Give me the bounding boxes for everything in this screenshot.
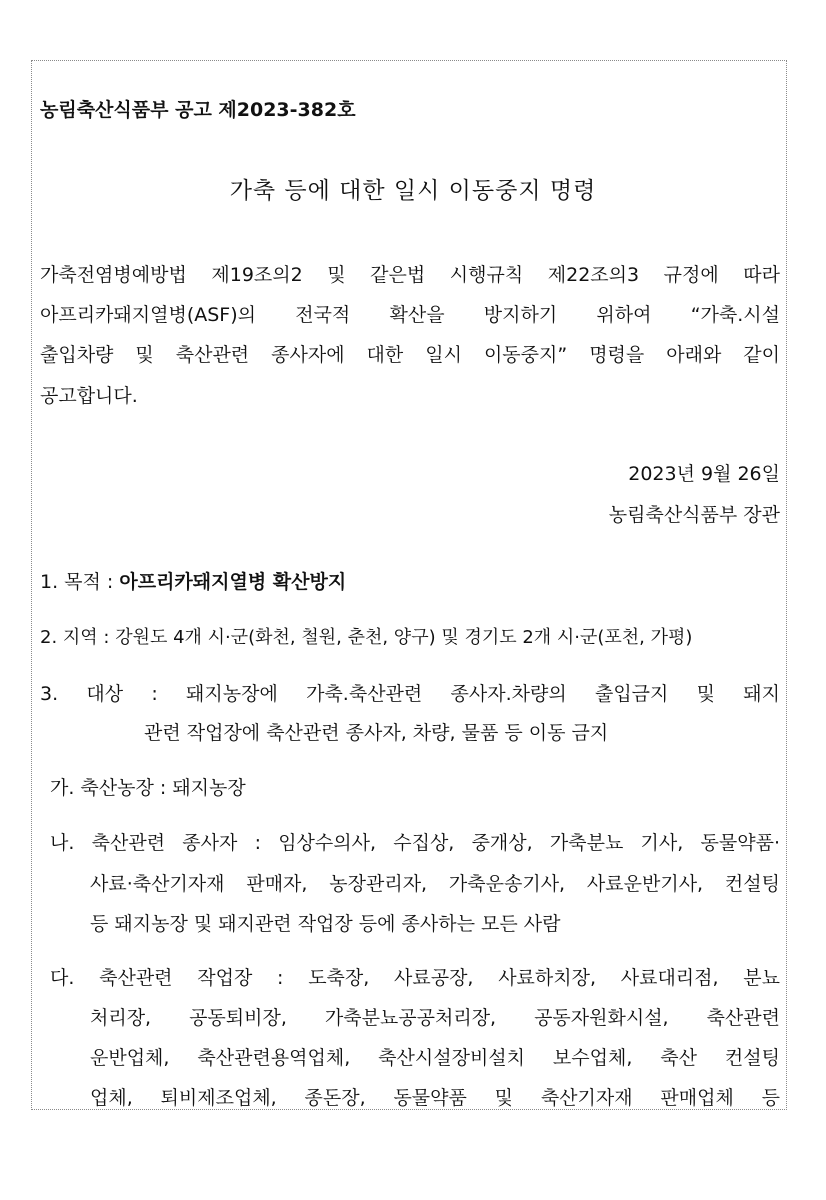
item-region-label: 2. 지역 :	[40, 627, 116, 648]
subitem-ga: 가. 축산농장 : 돼지농장	[50, 777, 246, 799]
intro-line-1: 가축전염병예방법 제19조의2 및 같은법 시행규칙 제22조의3 규정에 따라	[40, 264, 780, 286]
subitem-da-line-4: 업체, 퇴비제조업체, 종돈장, 동물약품 및 축산기자재 판매업체 등	[90, 1087, 780, 1109]
subitem-da-line-1: 다. 축산관련 작업장 : 도축장, 사료공장, 사료하치장, 사료대리점, 분뇨	[50, 967, 780, 989]
intro-line-2: 아프리카돼지열병(ASF)의 전국적 확산을 방지하기 위하여 “가축.시설	[40, 304, 780, 326]
subitem-na-line-2: 사료·축산기자재 판매자, 농장관리자, 가축운송기사, 사료운반기사, 컨설팅	[90, 873, 780, 895]
item-region-value: 강원도 4개 시·군(화천, 철원, 춘천, 양구) 및 경기도 2개 시·군(포천, 가평)	[115, 627, 693, 648]
item-purpose	[40, 569, 346, 595]
issuer: 농림축산식품부 장관	[608, 504, 780, 526]
subitem-na-line-1: 나. 축산관련 종사자 : 임상수의사, 수집상, 중개상, 가축분뇨 기사, 동물약품·	[50, 832, 780, 854]
subitem-da-line-2: 처리장, 공동퇴비장, 가축분뇨공공처리장, 공동자원화시설, 축산관련	[90, 1007, 780, 1029]
item-purpose-value: 아프리카돼지열병 확산방지	[119, 571, 347, 593]
intro-line-4: 공고합니다.	[40, 385, 138, 407]
document-title: 가축 등에 대한 일시 이동중지 명령	[229, 178, 597, 204]
intro-line-3: 출입차량 및 축산관련 종사자에 대한 일시 이동중지” 명령을 아래와 같이	[40, 344, 780, 366]
item-target-line-1: 3. 대상 : 돼지농장에 가축.축산관련 종사자.차량의 출입금지 및 돼지	[40, 683, 780, 705]
subitem-da-line-3: 운반업체, 축산관련용역업체, 축산시설장비설치 보수업체, 축산 컨설팅	[90, 1047, 780, 1069]
item-region	[40, 625, 692, 651]
subitem-na-line-3: 등 돼지농장 및 돼지관련 작업장 등에 종사하는 모든 사람	[90, 913, 561, 935]
item-purpose-label: 1. 목적 :	[40, 571, 120, 593]
item-target-line-2: 관련 작업장에 축산관련 종사자, 차량, 물품 등 이동 금지	[144, 722, 609, 744]
issue-date: 2023년 9월 26일	[628, 463, 780, 485]
notice-number: 농림축산식품부 공고 제2023-382호	[40, 99, 356, 121]
